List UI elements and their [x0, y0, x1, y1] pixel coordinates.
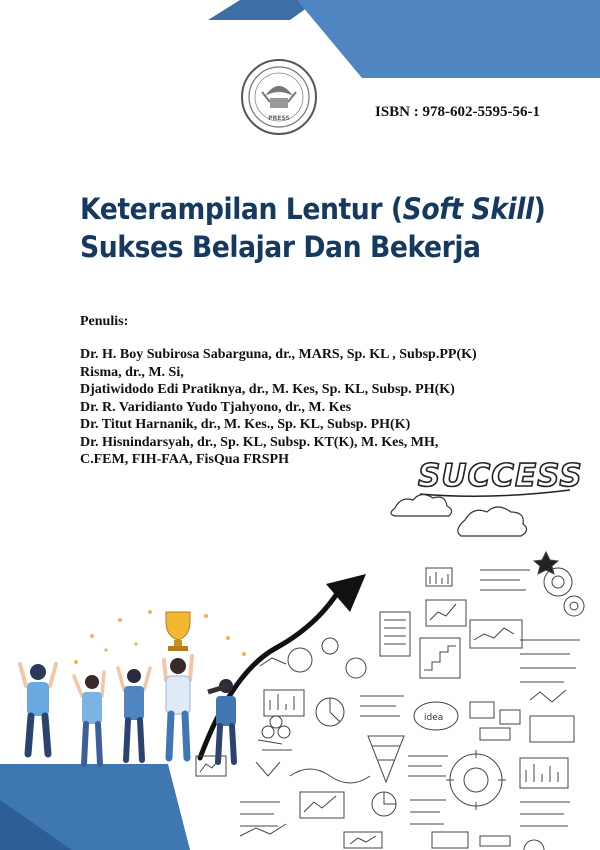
- person-1: [20, 664, 56, 754]
- author-item: Dr. Titut Harnanik, dr., M. Kes., Sp. KL, Subsp. PH(K): [80, 417, 411, 432]
- success-word: SUCCESS: [418, 458, 583, 494]
- title-line-1-italic: Soft Skill: [402, 192, 534, 226]
- cloud-icon: [391, 494, 527, 536]
- publisher-seal-icon: [240, 58, 318, 136]
- seal-text: PRESS: [268, 115, 290, 122]
- business-doodles: [196, 552, 584, 850]
- author-item: Dr. R. Varidianto Yudo Tjahyono, dr., M. Kes: [80, 399, 352, 415]
- isbn: ISBN : 978-602-5595-56-1: [375, 104, 540, 120]
- svg-text:idea: idea: [424, 713, 444, 723]
- trophy-icon: [166, 612, 190, 651]
- book-title: [80, 190, 546, 266]
- confetti: [74, 610, 246, 664]
- author-item: Risma, dr., M. Si,: [80, 364, 184, 380]
- author-item: Dr. H. Boy Subirosa Sabarguna, dr., MARS, Sp. KL , Subsp.PP(K): [80, 347, 477, 362]
- title-line-2: Sukses Belajar Dan Bekerja: [80, 230, 481, 264]
- author-item: C.FEM, FIH-FAA, FisQua FRSPH: [80, 452, 289, 467]
- person-2: [74, 672, 104, 764]
- arrow-head: [326, 574, 366, 612]
- authors-label: Penulis:: [80, 314, 129, 329]
- title-line-1-start: Keterampilan Lentur (: [80, 192, 403, 226]
- title-line-1: [80, 190, 546, 228]
- title-line-1-end: ): [533, 192, 546, 226]
- person-4: [164, 656, 192, 758]
- person-3: [118, 668, 150, 760]
- success-illustration: [0, 440, 600, 850]
- author-item: Djatiwidodo Edi Pratiknya, dr., M. Kes, Sp. KL, Subsp. PH(K): [80, 382, 455, 397]
- author-item: Dr. Hisnindarsyah, dr., Sp. KL, Subsp. KT(K), M. Kes, MH,: [80, 434, 439, 450]
- top-right-band-light: [297, 0, 600, 78]
